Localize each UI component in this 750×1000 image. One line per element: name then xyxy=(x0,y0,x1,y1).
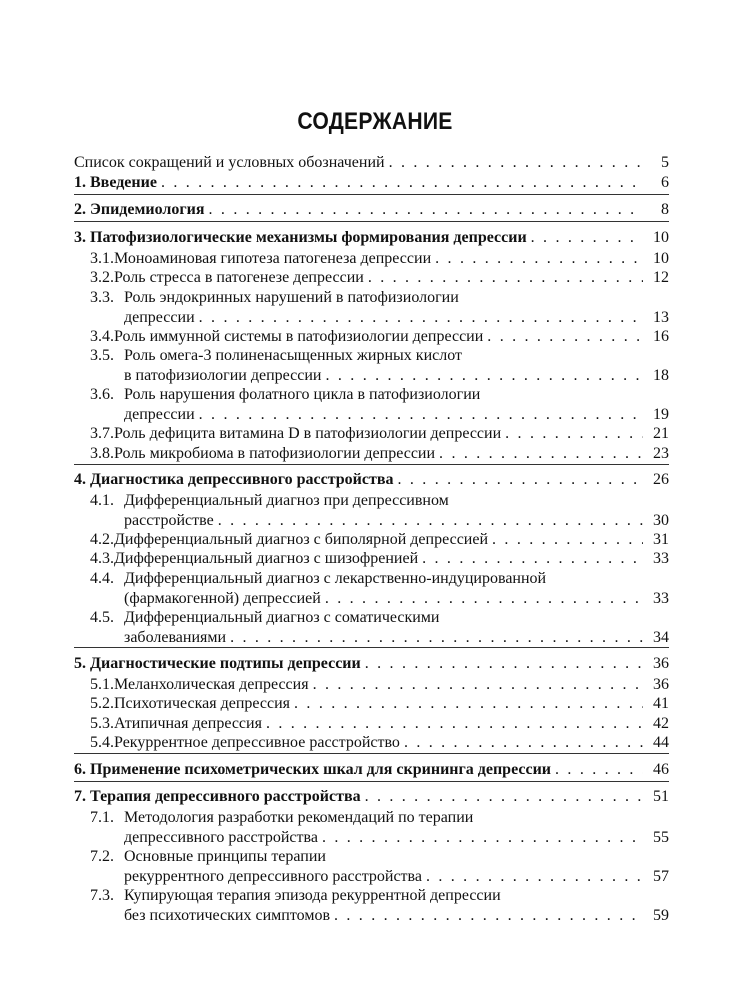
entry-title: Атипичная депрессия xyxy=(114,714,262,732)
page-number: 36 xyxy=(653,654,669,672)
entry-title: (фармакогенной) депрессией xyxy=(124,589,321,607)
toc-subentry[interactable] xyxy=(74,530,669,550)
toc-subentry[interactable] xyxy=(74,549,669,569)
dot-leader xyxy=(487,327,643,347)
section-divider xyxy=(74,753,669,754)
page-number: 51 xyxy=(653,788,669,806)
page-number: 59 xyxy=(653,906,669,924)
dot-leader xyxy=(404,733,643,753)
entry-number: 3.3. xyxy=(90,288,114,306)
section-divider xyxy=(74,221,669,222)
page-number: 10 xyxy=(653,249,669,267)
entry-title: 1. Введение xyxy=(74,173,157,191)
entry-title: Дифференциальный диагноз с соматическими xyxy=(124,608,440,626)
entry-title: Дифференциальный диагноз с лекарственно-индуцированной xyxy=(124,569,547,587)
page-number: 8 xyxy=(661,201,669,219)
dot-leader xyxy=(325,589,643,609)
entry-title: заболеваниями xyxy=(124,628,227,646)
dot-leader xyxy=(389,153,643,173)
dot-leader xyxy=(334,906,643,926)
page-number: 18 xyxy=(653,367,669,385)
entry-title: Основные принципы терапии xyxy=(124,847,326,865)
page-number: 42 xyxy=(653,714,669,732)
toc-subentry[interactable] xyxy=(74,694,669,714)
dot-leader xyxy=(322,828,643,848)
dot-leader xyxy=(365,654,643,674)
page-number: 5 xyxy=(661,154,669,171)
dot-leader xyxy=(199,308,643,328)
dot-leader xyxy=(398,470,644,490)
page-number: 55 xyxy=(653,828,669,846)
entry-title: в патофизиологии депрессии xyxy=(124,367,322,385)
page-number: 36 xyxy=(653,675,669,693)
entry-title: 2. Эпидемиология xyxy=(74,201,205,219)
page-number: 31 xyxy=(653,530,669,548)
entry-number: 4.1. xyxy=(90,491,114,509)
toc-section-entry[interactable] xyxy=(74,173,669,193)
page-number: 33 xyxy=(653,589,669,607)
page-number: 12 xyxy=(653,269,669,287)
entry-title: Роль эндокринных нарушений в патофизиологии xyxy=(124,288,459,306)
entry-number: 7.1. xyxy=(90,808,114,826)
entry-number: 4.3. xyxy=(90,550,114,568)
toc-entry[interactable] xyxy=(74,153,669,173)
toc-subentry[interactable] xyxy=(74,424,669,444)
dot-leader xyxy=(531,228,643,248)
dot-leader xyxy=(218,511,643,531)
page-number: 23 xyxy=(653,444,669,462)
entry-title: Роль микробиома в патофизиологии депрессии xyxy=(114,444,436,462)
entry-title: без психотических симптомов xyxy=(124,906,330,924)
dot-leader xyxy=(199,405,643,425)
entry-title: 6. Применение психометрических шкал для скрининга депрессии xyxy=(74,760,552,778)
entry-number: 3.6. xyxy=(90,386,114,404)
toc-subentry[interactable] xyxy=(74,288,669,328)
entry-number: 4.2. xyxy=(90,530,114,548)
dot-leader xyxy=(555,760,643,780)
page-number: 46 xyxy=(653,760,669,778)
toc-subentry[interactable] xyxy=(74,714,669,734)
entry-number: 3.8. xyxy=(90,444,114,462)
section-divider xyxy=(74,464,669,465)
entry-number: 4.4. xyxy=(90,569,114,587)
page-number: 13 xyxy=(653,308,669,326)
dot-leader xyxy=(505,424,643,444)
entry-title: Рекуррентное депрессивное расстройство xyxy=(114,734,400,751)
entry-title: депрессивного расстройства xyxy=(124,828,318,846)
page-number: 21 xyxy=(653,425,669,443)
entry-title: 5. Диагностические подтипы депрессии xyxy=(74,654,361,672)
toc-subentry[interactable] xyxy=(74,346,669,386)
entry-title: 3. Патофизиологические механизмы формирования депрессии xyxy=(74,228,527,246)
dot-leader xyxy=(209,200,643,220)
entry-title: Психотическая депрессия xyxy=(114,695,291,712)
toc-section-entry[interactable] xyxy=(74,787,669,807)
toc-subentry[interactable] xyxy=(74,608,669,648)
entry-title: депрессии xyxy=(124,406,195,424)
toc-subentry[interactable] xyxy=(74,268,669,288)
toc-subentry[interactable] xyxy=(74,491,669,531)
dot-leader xyxy=(492,530,643,550)
page-number: 19 xyxy=(653,406,669,424)
dot-leader xyxy=(365,787,643,807)
dot-leader xyxy=(161,173,643,193)
toc-section-entry[interactable] xyxy=(74,200,669,220)
entry-title: депрессии xyxy=(124,308,195,326)
page-number: 34 xyxy=(653,628,669,646)
section-divider xyxy=(74,647,669,648)
entry-title: Купирующая терапия эпизода рекуррентной депрессии xyxy=(124,886,501,904)
page-title: СОДЕРЖАНИЕ xyxy=(297,108,453,135)
dot-leader xyxy=(368,268,643,288)
toc-subentry[interactable] xyxy=(74,249,669,269)
toc-section-entry[interactable] xyxy=(74,654,669,674)
entry-title: 7. Терапия депрессивного расстройства xyxy=(74,788,361,806)
toc-subentry[interactable] xyxy=(74,444,669,464)
page-number: 10 xyxy=(653,228,669,246)
toc-section-entry[interactable] xyxy=(74,760,669,780)
entry-title: Меланхолическая депрессия xyxy=(114,675,309,693)
dot-leader xyxy=(426,867,643,887)
dot-leader xyxy=(422,549,643,569)
entry-title: Дифференциальный диагноз с шизофренией xyxy=(114,550,419,568)
entry-number: 5.3. xyxy=(90,714,114,732)
section-divider xyxy=(74,781,669,782)
dot-leader xyxy=(230,628,643,648)
dot-leader xyxy=(326,366,644,386)
entry-title: Моноаминовая гипотеза патогенеза депрессии xyxy=(114,249,432,267)
entry-number: 3.4. xyxy=(90,327,114,345)
entry-number: 4.5. xyxy=(90,608,114,626)
entry-title: Методология разработки рекомендаций по терапии xyxy=(124,808,474,826)
dot-leader xyxy=(266,714,643,734)
entry-number: 7.3. xyxy=(90,886,114,904)
toc-subentry[interactable] xyxy=(74,808,669,848)
entry-title: Роль иммунной системы в патофизиологии депрессии xyxy=(114,327,484,345)
entry-number: 3.7. xyxy=(90,425,114,443)
entry-number: 5.2. xyxy=(90,695,114,712)
toc-section-entry[interactable] xyxy=(74,228,669,248)
section-divider xyxy=(74,194,669,195)
dot-leader xyxy=(313,675,643,695)
toc-subentry[interactable] xyxy=(74,327,669,347)
entry-number: 3.1. xyxy=(90,249,114,267)
entry-title: Дифференциальный диагноз при депрессивном xyxy=(124,491,449,509)
dot-leader xyxy=(294,694,643,714)
entry-number: 3.2. xyxy=(90,269,114,287)
entry-title: Роль стресса в патогенезе депрессии xyxy=(114,269,364,287)
dot-leader xyxy=(435,249,643,269)
toc-subentry[interactable] xyxy=(74,675,669,695)
toc-subentry[interactable] xyxy=(74,886,669,926)
toc-subentry[interactable] xyxy=(74,733,669,753)
entry-title: Роль омега-3 полиненасыщенных жирных кислот xyxy=(124,347,462,365)
dot-leader xyxy=(439,444,643,464)
page-number: 26 xyxy=(653,471,669,489)
entry-title: Роль нарушения фолатного цикла в патофизиологии xyxy=(124,386,481,404)
entry-number: 5.4. xyxy=(90,734,114,751)
page-number: 57 xyxy=(653,867,669,885)
entry-title: Список сокращений и условных обозначений xyxy=(74,154,385,171)
toc-subentry[interactable] xyxy=(74,385,669,425)
page-number: 16 xyxy=(653,327,669,345)
page-number: 44 xyxy=(653,734,669,751)
entry-title: 4. Диагностика депрессивного расстройства xyxy=(74,471,394,489)
entry-title: рекуррентного депрессивного расстройства xyxy=(124,867,422,885)
page-number: 33 xyxy=(653,550,669,568)
entry-title: Дифференциальный диагноз с биполярной депрессией xyxy=(114,530,489,548)
toc-section-entry[interactable] xyxy=(74,470,669,490)
entry-number: 5.1. xyxy=(90,675,114,693)
entry-title: расстройстве xyxy=(124,511,214,529)
entry-number: 3.5. xyxy=(90,347,114,365)
page-number: 6 xyxy=(661,173,669,191)
page-number: 41 xyxy=(653,695,669,712)
toc-subentry[interactable] xyxy=(74,569,669,609)
page-number: 30 xyxy=(653,511,669,529)
entry-title: Роль дефицита витамина D в патофизиологии депрессии xyxy=(114,425,502,443)
toc-subentry[interactable] xyxy=(74,847,669,887)
entry-number: 7.2. xyxy=(90,847,114,865)
